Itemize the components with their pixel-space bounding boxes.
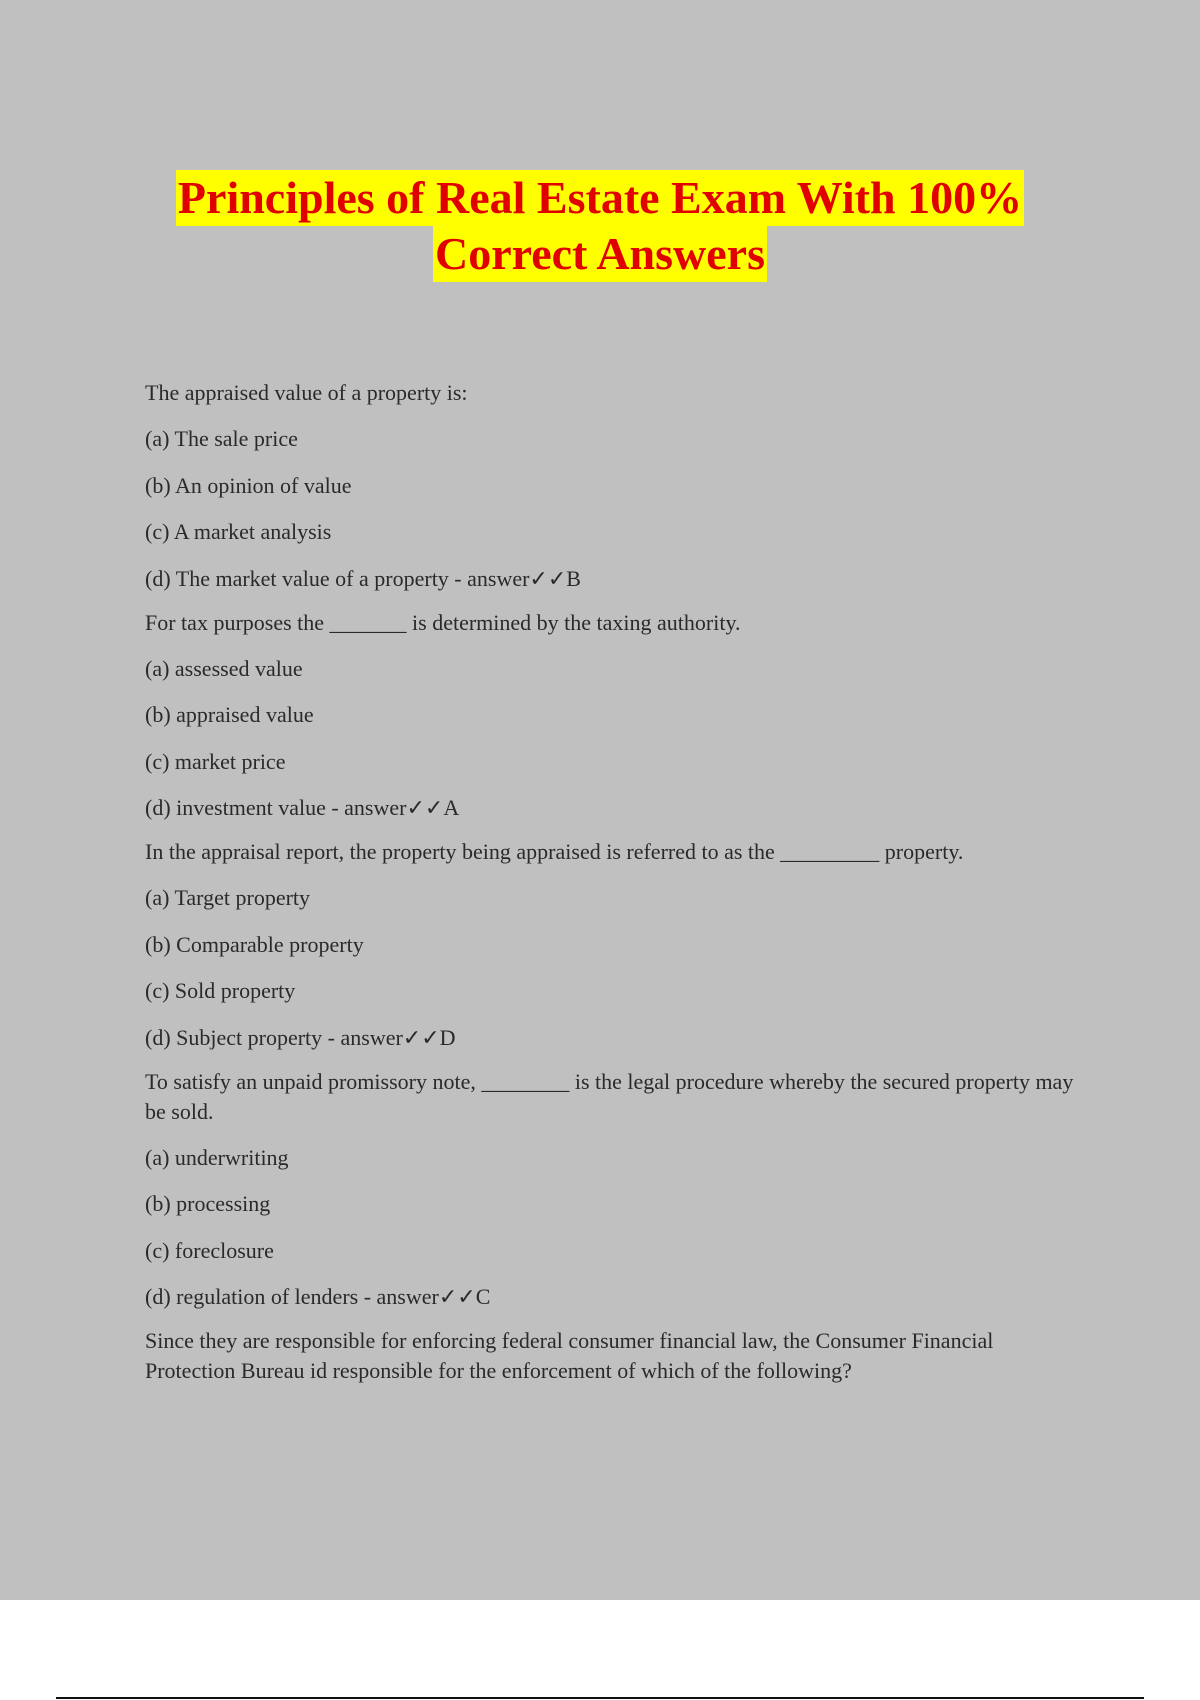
- question-2: For tax purposes the _______ is determined by the taxing authority.: [145, 609, 741, 635]
- question-2-option-a: (a) assessed value: [145, 655, 303, 681]
- title-line-2: Correct Answers: [433, 226, 767, 282]
- question-1-option-c: (c) A market analysis: [145, 519, 332, 544]
- question-2-option-c: (c) market price: [145, 748, 286, 774]
- document-title: [0, 170, 1200, 282]
- question-2-option-d-answer: (d) investment value - answer✓✓A: [145, 795, 460, 820]
- title-line-1: Principles of Real Estate Exam With 100%: [176, 170, 1024, 226]
- question-1-option-b: (b) An opinion of value: [145, 472, 352, 498]
- question-4-option-c: (c) foreclosure: [145, 1237, 274, 1263]
- question-3-option-c: (c) Sold property: [145, 978, 296, 1003]
- question-4-option-d-answer: (d) regulation of lenders - answer✓✓C: [145, 1284, 491, 1309]
- question-3-option-b: (b) Comparable property: [145, 931, 364, 957]
- question-1-option-a: (a) The sale price: [145, 426, 298, 451]
- question-4: To satisfy an unpaid promissory note, ________ is the legal procedure whereby the secured property may be sold.: [145, 1068, 1074, 1124]
- footer-divider: [56, 1697, 1144, 1699]
- question-4-option-a: (a) underwriting: [145, 1144, 289, 1170]
- question-5: Since they are responsible for enforcing federal consumer financial law, the Consumer Financial Protection Bureau id responsible for the enforcement of which of the following?: [145, 1328, 994, 1383]
- question-1-option-d-answer: (d) The market value of a property - answer✓✓B: [145, 565, 581, 591]
- question-3: In the appraisal report, the property being appraised is referred to as the _________ property.: [145, 839, 964, 864]
- question-3-option-d-answer: (d) Subject property - answer✓✓D: [145, 1024, 456, 1050]
- exam-content: [145, 378, 1085, 1402]
- question-1: The appraised value of a property is:: [145, 380, 468, 405]
- question-3-option-a: (a) Target property: [145, 885, 311, 910]
- question-4-option-b: (b) processing: [145, 1191, 271, 1216]
- question-2-option-b: (b) appraised value: [145, 702, 314, 727]
